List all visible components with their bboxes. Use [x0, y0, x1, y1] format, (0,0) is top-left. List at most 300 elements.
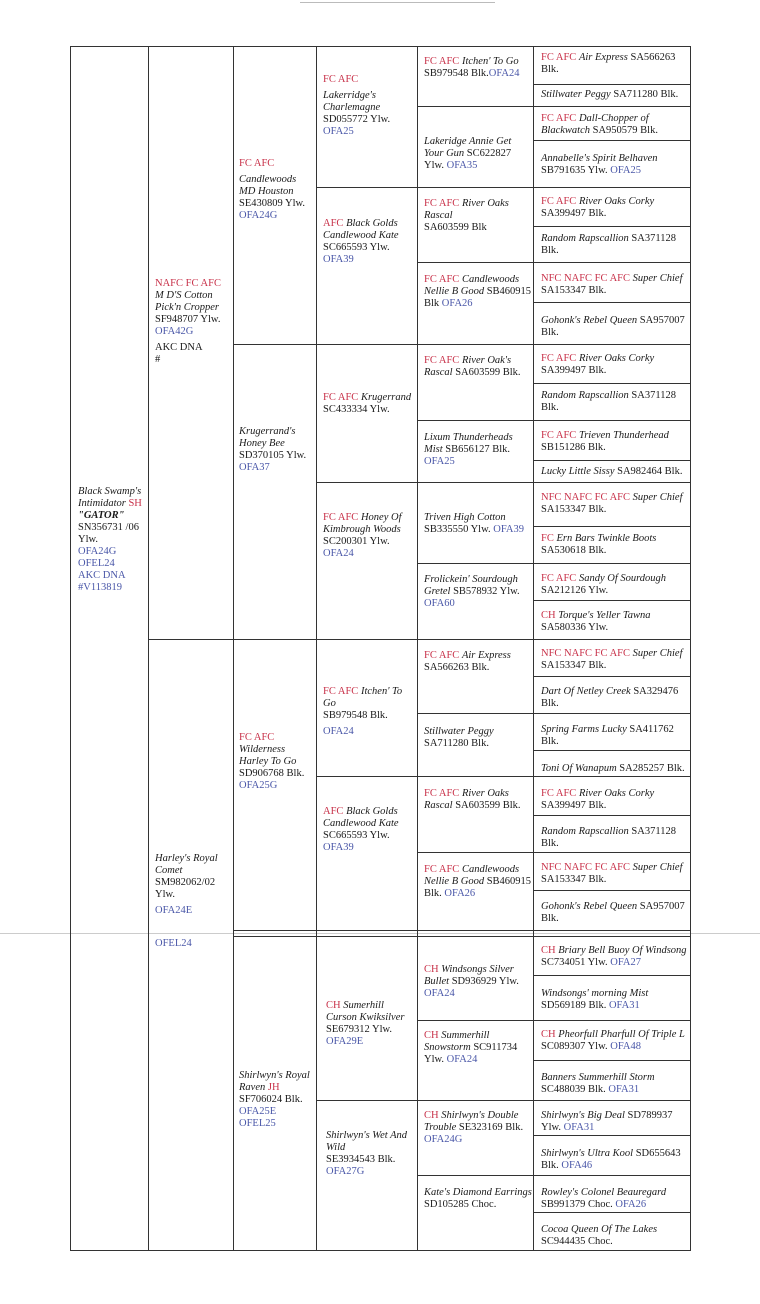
dog-name: Random Rapscallion	[541, 390, 629, 401]
dog-gen6-15	[541, 573, 689, 597]
dog-reg: SB656127 Blk.	[445, 444, 511, 455]
dog-health: OFA24G	[239, 210, 278, 221]
dog-reg: SB991379 Choc.	[541, 1199, 613, 1210]
dog-name: Banners Summerhill Storm	[541, 1072, 655, 1083]
dog-title: FC AFC	[424, 274, 460, 285]
dog-gen6-23	[541, 862, 689, 886]
scan-edge-top	[300, 2, 495, 3]
dog-name: Dart Of Netley Creek	[541, 686, 631, 697]
row-g4-3	[316, 776, 690, 777]
dog-title: FC AFC	[323, 686, 359, 697]
dog-health: OFA25	[424, 456, 455, 467]
dog-health: OFA25	[610, 165, 641, 176]
dog-gen6-9	[541, 353, 689, 377]
dog-name: Briary Bell Buoy Of Windsong	[558, 945, 687, 956]
dog-name: Harley's Royal Comet	[155, 853, 218, 876]
dog-name: Lakeridge Annie Get Your Gun	[424, 136, 512, 159]
dog-gen6-12	[541, 466, 689, 478]
dog-health: OFA37	[239, 462, 270, 473]
dog-name: Lakerridge's Charlemagne	[323, 90, 381, 113]
dog-reg: SF948707 Ylw.	[155, 314, 221, 325]
col-line-3	[233, 46, 234, 1251]
dog-gen5-3	[424, 198, 532, 234]
dog-title: FC AFC	[424, 788, 460, 799]
dog-name: River Oaks Corky	[578, 353, 655, 364]
dog-reg: SC488039 Blk.	[541, 1084, 606, 1095]
dog-gen6-24	[541, 901, 689, 925]
dog-gen4-1	[323, 74, 415, 138]
dog-gen6-7	[541, 273, 689, 297]
dog-health: OFA42G	[155, 326, 194, 337]
row-g4-4	[316, 1100, 690, 1101]
dog-reg: SC911734 Ylw.	[424, 1042, 518, 1065]
dog-reg: SA982464 Blk.	[617, 466, 683, 477]
dog-reg: SD936929 Ylw.	[451, 976, 519, 987]
dog-title: FC AFC	[541, 430, 577, 441]
dog-gen6-27	[541, 1029, 689, 1053]
dog-reg: SB151286 Blk.	[541, 442, 606, 453]
dog-gen6-14	[541, 533, 689, 557]
dog-health: OFA24G	[424, 1134, 463, 1145]
dog-name: Ern Bars Twinkle Boots	[556, 533, 657, 544]
dog-reg: SE679312 Ylw.	[326, 1024, 393, 1035]
dog-gen6-26	[541, 988, 689, 1012]
dog-title: CH	[424, 1110, 439, 1121]
dog-name: Frolickein' Sourdough Gretel	[424, 574, 518, 597]
dog-gen6-28	[541, 1072, 689, 1096]
dog-health: OFA46	[561, 1160, 593, 1171]
dog-name: Annabelle's Spirit Belhaven	[541, 153, 658, 164]
dog-title: FC AFC	[424, 650, 460, 661]
dog-title: JH	[267, 1082, 280, 1093]
dog-title: FC AFC	[424, 355, 460, 366]
row-g6-12	[533, 890, 690, 891]
dog-gen5-9	[424, 650, 532, 674]
dog-title: FC	[541, 533, 554, 544]
dog-reg: SA212126 Ylw.	[541, 585, 609, 596]
dog-name: Cocoa Queen Of The Lakes	[541, 1224, 658, 1235]
dog-gen6-31	[541, 1187, 689, 1211]
dog-title: FC AFC	[323, 512, 359, 523]
dog-title: NFC NAFC FC AFC	[541, 492, 630, 503]
dog-gen4-6	[323, 806, 415, 854]
dog-name: Dall-Chopper of Blackwatch	[541, 113, 649, 136]
dog-name: Random Rapscallion	[541, 826, 629, 837]
dog-title: CH	[541, 1029, 556, 1040]
dog-name: Torque's Yeller Tawna	[558, 610, 651, 621]
dog-gen6-3	[541, 113, 689, 137]
dog-health: OFEL25	[239, 1118, 276, 1129]
dog-title: FC AFC	[541, 52, 577, 63]
dog-gen6-21	[541, 788, 689, 812]
dog-gen6-18	[541, 686, 689, 710]
dog-name: Wilderness Harley To Go	[239, 744, 297, 767]
dog-reg: SA603599 Blk.	[455, 367, 521, 378]
dog-gen4-2	[323, 218, 415, 266]
dog-reg: SA329476 Blk.	[541, 686, 679, 709]
dog-health: OFA60	[424, 598, 455, 609]
dog-health: OFA26	[444, 888, 476, 899]
row-g5-4	[417, 563, 690, 564]
dog-name: River Oaks Rascal	[424, 198, 509, 221]
dog-reg: SB979548 Blk.	[424, 68, 489, 79]
dog-title: FC AFC	[239, 732, 275, 743]
dog-health: OFA24	[323, 548, 354, 559]
row-g6-8	[533, 600, 690, 601]
dog-health: OFA29E	[326, 1036, 364, 1047]
dog-reg: SA371128 Blk.	[541, 390, 676, 413]
row-g4-2	[316, 482, 690, 483]
dog-reg: SE430809 Ylw.	[239, 198, 306, 209]
dog-title: FC AFC	[424, 864, 460, 875]
dog-reg: SA566263 Blk.	[541, 52, 676, 75]
dog-name: Toni Of Wanapum	[541, 763, 617, 774]
dog-name: Black Golds Candlewood Kate	[323, 806, 399, 829]
dog-name: Shirlwyn's Royal Raven	[239, 1070, 310, 1093]
dog-name: Air Express	[578, 52, 628, 63]
dog-reg: SA580336 Ylw.	[541, 622, 609, 633]
dog-health: OFA39	[323, 254, 354, 265]
dog-gen2-dam-health2: OFEL24	[155, 938, 192, 949]
dog-gen3-1	[239, 158, 315, 222]
dog-name: River Oaks Corky	[578, 196, 655, 207]
dog-name: Lucky Little Sissy	[541, 466, 615, 477]
dog-health: OFA48	[610, 1041, 641, 1052]
dog-reg: SA711280 Blk.	[424, 738, 489, 749]
dog-reg: SC200301 Ylw.	[323, 536, 390, 547]
dog-reg: SD055772 Ylw.	[323, 114, 391, 125]
dog-title: FC AFC	[239, 158, 275, 169]
dog-name: Kate's Diamond Earrings	[424, 1187, 532, 1198]
dog-name: Pheorfull Pharfull Of Triple L	[558, 1029, 685, 1040]
dog-title: FC AFC	[424, 56, 460, 67]
dog-health: OFA39	[493, 524, 524, 535]
dog-gen6-5	[541, 196, 689, 220]
row-g6-13	[533, 975, 690, 976]
dog-gen5-12	[424, 864, 532, 900]
dog-health: OFA24	[424, 988, 455, 999]
row-g6-4	[533, 302, 690, 303]
dog-gen6-30	[541, 1148, 689, 1172]
dog-title: FC AFC	[323, 392, 359, 403]
dog-name: Shirlwyn's Wet And Wild	[326, 1130, 408, 1153]
row-g6-1	[533, 84, 690, 85]
dog-reg: SA399497 Blk.	[541, 800, 607, 811]
dog-title: CH	[424, 964, 439, 975]
dog-gen4-3	[323, 392, 415, 416]
dog-gen5-7	[424, 512, 532, 536]
dog-gen6-19	[541, 724, 689, 748]
dog-name: Spring Farms Lucky	[541, 724, 627, 735]
dog-title: CH	[541, 945, 556, 956]
dog-health: OFA25	[323, 126, 354, 137]
dog-health: AKC DNA	[78, 570, 126, 581]
dog-reg: SB335550 Ylw.	[424, 524, 491, 535]
dog-name: Random Rapscallion	[541, 233, 629, 244]
dog-name: Gohonk's Rebel Queen	[541, 901, 638, 912]
dog-health: OFA24	[323, 726, 354, 737]
dog-dna-number: #	[155, 354, 161, 365]
dog-name: Windsongs Silver Bullet	[424, 964, 514, 987]
dog-title: NFC NAFC FC AFC	[541, 862, 630, 873]
dog-gen6-29	[541, 1110, 689, 1134]
dog-title: FC AFC	[541, 788, 577, 799]
dog-title: FC AFC	[541, 353, 577, 364]
dog-reg: SA285257 Blk.	[619, 763, 685, 774]
dog-name: Super Chief	[632, 273, 683, 284]
dog-gen6-1	[541, 52, 689, 76]
row-g6-16	[533, 1212, 690, 1213]
dog-reg: SA530618 Blk.	[541, 545, 607, 556]
dog-reg: SA957007 Blk.	[541, 901, 685, 924]
row-g3-2	[233, 930, 690, 931]
dog-gen5-11	[424, 788, 532, 812]
dog-reg: SB460915 Blk	[424, 286, 532, 309]
dog-title: SH	[128, 498, 142, 509]
dog-gen4-7	[326, 1000, 415, 1048]
dog-title: FC AFC	[323, 74, 359, 85]
dog-gen5-1	[424, 56, 532, 80]
dog-name: Black Swamp's Intimidator	[78, 486, 142, 509]
dog-reg: SB460915 Blk.	[424, 876, 532, 899]
dog-reg: SC944435 Choc.	[541, 1236, 613, 1247]
dog-reg: SB578932 Ylw.	[453, 586, 520, 597]
dog-reg: SM982062/02 Ylw.	[155, 877, 216, 900]
dog-name: Super Chief	[632, 492, 683, 503]
dog-name: Air Express	[461, 650, 511, 661]
dog-name: Lixum Thunderheads Mist	[424, 432, 513, 455]
row-g6-10	[533, 750, 690, 751]
dog-gen3-4	[239, 1070, 315, 1130]
dog-dna: AKC DNA	[155, 342, 203, 353]
dog-name: Shirlwyn's Big Deal	[541, 1110, 625, 1121]
dog-reg: SD370105 Ylw.	[239, 450, 307, 461]
dog-gen6-25	[541, 945, 689, 969]
dog-title: FC AFC	[541, 196, 577, 207]
dog-title: FC AFC	[541, 573, 577, 584]
dog-name: Shirlwyn's Ultra Kool	[541, 1148, 634, 1159]
dog-health: OFA24	[446, 1054, 478, 1065]
dog-health: OFA25G	[239, 780, 278, 791]
row-g6-15	[533, 1135, 690, 1136]
dog-reg: SA411762 Blk.	[541, 724, 674, 747]
dog-gen5-16	[424, 1187, 532, 1211]
dog-reg: SA153347 Blk.	[541, 660, 607, 671]
dog-callname: "GATOR"	[78, 510, 125, 521]
dog-reg: SA950579 Blk.	[592, 125, 658, 136]
dog-gen6-22	[541, 826, 689, 850]
row-g5-5	[417, 713, 690, 714]
dog-title: FC AFC	[541, 113, 577, 124]
dog-gen5-6	[424, 432, 532, 468]
dog-reg: SA603599 Blk	[424, 222, 487, 233]
col-line-4	[316, 46, 317, 1251]
dog-reg: SC665593 Ylw.	[323, 830, 390, 841]
frame-right	[690, 46, 691, 1251]
frame-top	[70, 46, 690, 47]
row-g5-8	[417, 1175, 690, 1176]
dog-reg: SA371128 Blk.	[541, 233, 676, 256]
dog-reg: SF706024 Blk.	[239, 1094, 303, 1105]
dog-name: Windsongs' morning Mist	[541, 988, 649, 999]
dog-gen5-2	[424, 136, 532, 172]
dog-reg: SA957007 Blk.	[541, 315, 685, 338]
dog-health: OFA24	[488, 68, 520, 79]
row-g6-14	[533, 1060, 690, 1061]
dog-gen6-20	[541, 763, 689, 775]
dog-reg: SA399497 Blk.	[541, 365, 607, 376]
dog-reg: SC089307 Ylw.	[541, 1041, 608, 1052]
dog-gen6-11	[541, 430, 689, 454]
dog-gen2-dam	[155, 853, 231, 917]
dog-name: Shirlwyn's Double Trouble	[424, 1110, 519, 1133]
dog-health: OFA35	[446, 160, 478, 171]
dog-reg: SC665593 Ylw.	[323, 242, 390, 253]
dog-title: CH	[541, 610, 556, 621]
dog-health: OFA24E	[155, 905, 193, 916]
dog-title: AFC	[323, 218, 344, 229]
dog-health: OFA25E	[239, 1106, 277, 1117]
dog-reg: SD789937 Ylw.	[541, 1110, 673, 1133]
dog-reg: SA153347 Blk.	[541, 285, 607, 296]
dog-title: FC AFC	[424, 198, 460, 209]
dog-reg: SB979548 Blk.	[323, 710, 388, 721]
row-g6-6	[533, 460, 690, 461]
dog-health: OFA31	[608, 1000, 640, 1011]
dog-health: OFA26	[441, 298, 473, 309]
dog-title: NAFC FC AFC	[155, 278, 221, 289]
dog-gen6-17	[541, 648, 689, 672]
row-g5-7	[417, 1020, 690, 1021]
dog-gen6-32	[541, 1224, 689, 1248]
dog-gen5-13	[424, 964, 532, 1000]
dog-name: River Oak's Rascal	[424, 355, 512, 378]
dog-gen5-10	[424, 726, 532, 750]
dog-gen5-4	[424, 274, 532, 310]
dog-health: OFA39	[323, 842, 354, 853]
dog-name: Rowley's Colonel Beauregard	[541, 1187, 667, 1198]
dog-name: Super Chief	[632, 862, 683, 873]
dog-name: Black Golds Candlewood Kate	[323, 218, 399, 241]
dog-reg: SN356731 /06 Ylw.	[78, 522, 139, 545]
dog-gen6-8	[541, 315, 689, 339]
dog-gen4-8	[326, 1130, 415, 1178]
dog-name: Sandy Of Sourdough	[578, 573, 667, 584]
dog-name: Candlewoods MD Houston	[239, 174, 297, 197]
row-g5-1	[417, 106, 690, 107]
row-g6-5	[533, 383, 690, 384]
dog-name: River Oaks Corky	[578, 788, 655, 799]
dog-gen5-15	[424, 1110, 532, 1146]
dog-reg: SA399497 Blk.	[541, 208, 607, 219]
row-g3-3	[233, 936, 690, 937]
dog-name: Summerhill Snowstorm	[424, 1030, 490, 1053]
dog-gen6-6	[541, 233, 689, 257]
dog-name: Triven High Cotton	[424, 512, 506, 523]
dog-gen3-2	[239, 426, 315, 474]
dog-reg: SD569189 Blk.	[541, 1000, 607, 1011]
dog-reg: SA153347 Blk.	[541, 874, 607, 885]
dog-health: OFA27G	[326, 1166, 365, 1177]
dog-name: Itchen' To Go	[323, 686, 403, 709]
row-g3-1	[233, 344, 690, 345]
dog-name: Krugerrand's Honey Bee	[239, 426, 296, 449]
dog-name: Super Chief	[632, 648, 683, 659]
dog-name: Sumerhill Curson Kwiksilver	[326, 1000, 405, 1023]
dog-title: CH	[424, 1030, 439, 1041]
dog-name: Krugerrand	[360, 392, 412, 403]
dog-health: OFA26	[615, 1199, 647, 1210]
dog-reg: SD655643 Blk.	[541, 1148, 681, 1171]
row-g4-1	[316, 187, 690, 188]
dog-gen6-13	[541, 492, 689, 516]
dog-gen6-10	[541, 390, 689, 414]
row-g5-3	[417, 420, 690, 421]
scan-edge-middle	[0, 933, 760, 934]
dog-reg: SA603599 Blk.	[455, 800, 521, 811]
dog-gen6-2	[541, 89, 689, 101]
dog-reg: SA566263 Blk.	[424, 662, 490, 673]
col-line-5	[417, 46, 418, 1251]
dog-gen4-5	[323, 686, 415, 738]
dog-name: Gohonk's Rebel Queen	[541, 315, 638, 326]
row-g6-7	[533, 526, 690, 527]
dog-reg: SC622827 Ylw.	[424, 148, 512, 171]
dog-title: NFC NAFC FC AFC	[541, 273, 630, 284]
dog-title: NFC NAFC FC AFC	[541, 648, 630, 659]
dog-name: Candlewoods Nellie B Good	[424, 274, 520, 297]
dog-name: Stillwater Peggy	[424, 726, 494, 737]
dog-reg: SA711280 Blk.	[613, 89, 679, 100]
dog-gen1	[78, 486, 146, 594]
dog-gen5-5	[424, 355, 532, 379]
frame-bottom	[70, 1250, 690, 1251]
dog-name: Honey Of Kimbrough Woods	[323, 512, 402, 535]
dog-name: River Oaks Rascal	[424, 788, 509, 811]
dog-health: #V113819	[78, 582, 122, 593]
row-g5-2	[417, 262, 690, 263]
dog-reg: SC433334 Ylw.	[323, 404, 390, 415]
col-line-2	[148, 46, 149, 1251]
dog-health: OFA24G	[78, 546, 117, 557]
dog-gen2-sire	[155, 278, 231, 366]
dog-name: M D'S Cotton Pick'n Cropper	[155, 290, 219, 313]
dog-reg: SB791635 Ylw.	[541, 165, 608, 176]
dog-name: Stillwater Peggy	[541, 89, 611, 100]
dog-reg: SE323169 Blk.	[458, 1122, 524, 1133]
dog-health: OFA27	[610, 957, 641, 968]
row-g6-3	[533, 226, 690, 227]
dog-gen3-3	[239, 732, 315, 792]
row-g6-11	[533, 815, 690, 816]
dog-title: AFC	[323, 806, 344, 817]
frame-left	[70, 46, 71, 1251]
dog-reg: SE3934543 Blk.	[326, 1154, 396, 1165]
row-g2	[148, 639, 690, 640]
row-g5-6	[417, 852, 690, 853]
row-g6-9	[533, 676, 690, 677]
dog-reg: SD105285 Choc.	[424, 1199, 497, 1210]
dog-name: Trieven Thunderhead	[578, 430, 669, 441]
dog-reg: SD906768 Blk.	[239, 768, 305, 779]
dog-name: Candlewoods Nellie B Good	[424, 864, 520, 887]
dog-name: Itchen' To Go	[461, 56, 519, 67]
dog-gen5-14	[424, 1030, 532, 1066]
dog-gen6-4	[541, 153, 689, 177]
dog-reg: SA153347 Blk.	[541, 504, 607, 515]
dog-gen6-16	[541, 610, 689, 634]
dog-title: CH	[326, 1000, 341, 1011]
